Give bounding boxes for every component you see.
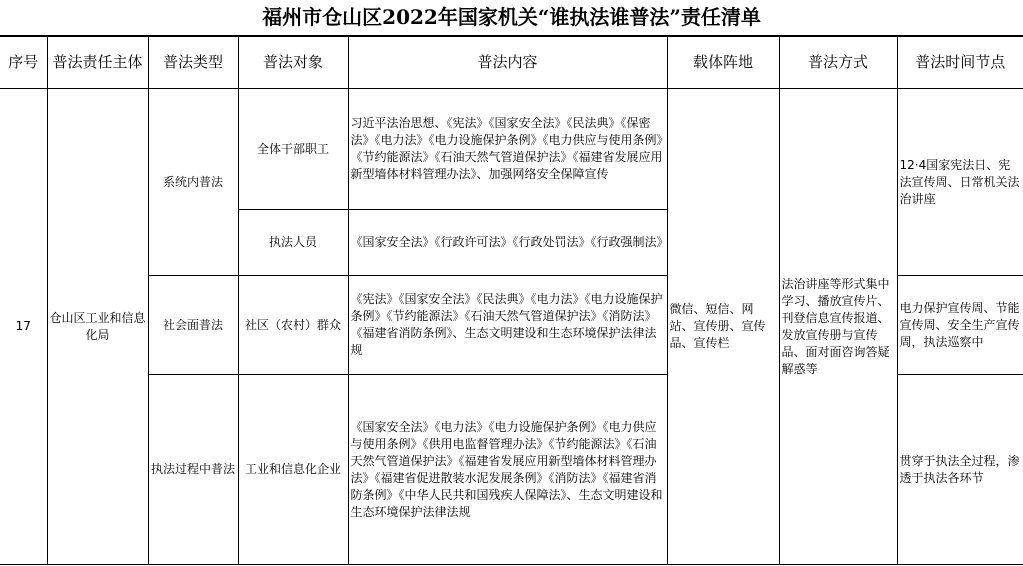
header-type: 普法类型 <box>148 37 238 89</box>
type-cell-public: 社会面普法 <box>148 276 238 375</box>
header-carrier: 载体阵地 <box>667 37 779 89</box>
time-cell-enforcement: 贯穿于执法全过程，渗透于执法各环节 <box>897 375 1023 565</box>
responsibility-table <box>0 36 1023 565</box>
carrier-cell: 微信、短信、网站、宣传册、宣传品、宣传栏 <box>667 89 779 565</box>
table-row <box>0 89 1023 210</box>
target-cell-enterprises: 工业和信息化企业 <box>238 375 348 565</box>
header-target: 普法对象 <box>238 37 348 89</box>
content-cell-enterprises: 《国家安全法》《电力法》《电力设施保护条例》《电力供应与使用条例》《供用电监督管理办法》《节约能源法》《石油天然气管道保护法》《福建省发展应用新型墙体材料管理办法》《福建省促进散装水泥发展条例》《消防法》《福建省消防条例》《中华人民共和国残疾人保障法》、生态文明建设和生态环境保护法律法规 <box>348 375 667 565</box>
type-cell-enforcement: 执法过程中普法 <box>148 375 238 565</box>
target-cell-staff: 全体干部职工 <box>238 89 348 210</box>
target-cell-enforcers: 执法人员 <box>238 210 348 276</box>
header-row <box>0 37 1023 89</box>
document-title: 福州市仓山区2022年国家机关“谁执法谁普法”责任清单 <box>0 0 1023 36</box>
content-cell-staff: 习近平法治思想、《宪法》《国家安全法》《民法典》《保密法》《电力法》《电力设施保护条例》《电力供应与使用条例》《节约能源法》《石油天然气管道保护法》《福建省发展应用新型墙体材料管理办法》、加强网络安全保障宣传 <box>348 89 667 210</box>
content-cell-enforcers: 《国家安全法》《行政许可法》《行政处罚法》《行政强制法》 <box>348 210 667 276</box>
type-cell-internal: 系统内普法 <box>148 89 238 276</box>
method-cell: 法治讲座等形式集中学习、播放宣传片、刊登信息宣传报道、发放宣传册与宣传品、面对面咨询答疑解惑等 <box>779 89 897 565</box>
seq-cell: 17 <box>0 89 47 565</box>
content-cell-community: 《宪法》《国家安全法》《民法典》《电力法》《电力设施保护条例》《节约能源法》《石油天然气管道保护法》《消防法》《福建省消防条例》、生态文明建设和生态环境保护法律法规 <box>348 276 667 375</box>
header-content: 普法内容 <box>348 37 667 89</box>
header-method: 普法方式 <box>779 37 897 89</box>
header-seq: 序号 <box>0 37 47 89</box>
target-cell-community: 社区（农村）群众 <box>238 276 348 375</box>
time-cell-public: 电力保护宣传周、节能宣传周、安全生产宣传周，执法巡察中 <box>897 276 1023 375</box>
header-subject: 普法责任主体 <box>47 37 148 89</box>
subject-cell: 仓山区工业和信息化局 <box>47 89 148 565</box>
header-time: 普法时间节点 <box>897 37 1023 89</box>
time-cell-internal: 12·4国家宪法日、宪法宣传周、日常机关法治讲座 <box>897 89 1023 276</box>
